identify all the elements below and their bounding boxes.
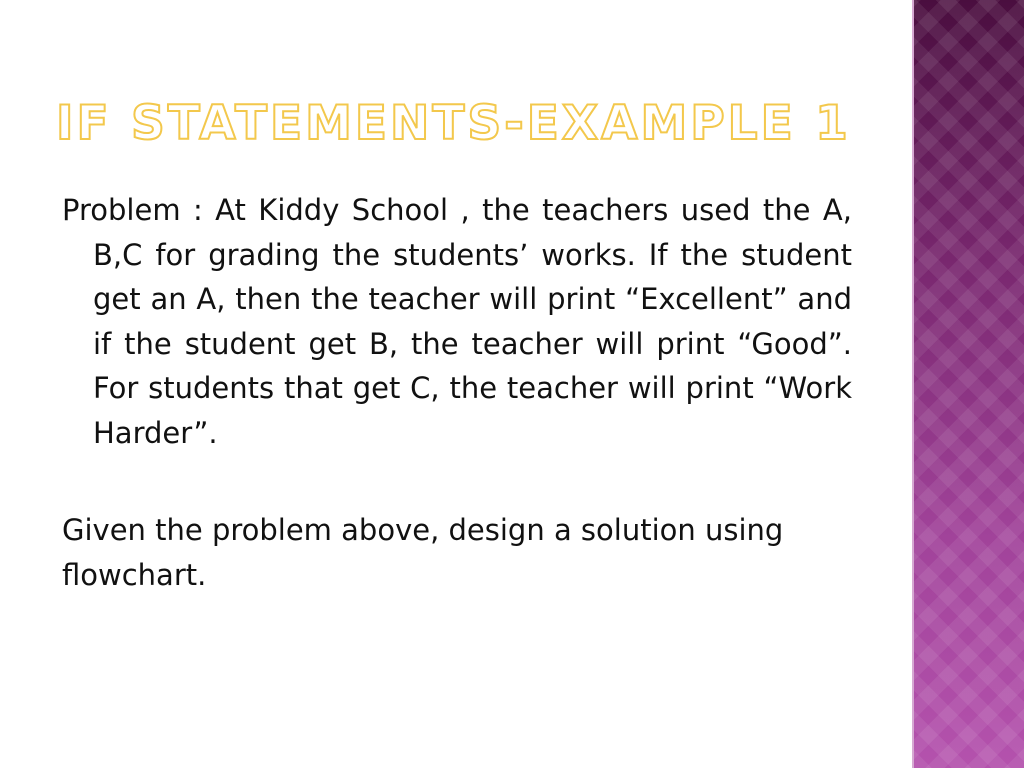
slide-title: IF STATEMENTS-EXAMPLE 1 (56, 96, 851, 151)
decorative-side-band (912, 0, 1024, 768)
slide-body (62, 188, 852, 597)
side-band-edge (912, 0, 914, 768)
problem-paragraph: Problem : At Kiddy School , the teachers used the A, B,C for grading the students’ works. If the student get an A, then the teacher will print “Excellent” and if the student get B, the teacher will print “Good”. For students that get C, the teacher will print “Work Harder”. (62, 193, 852, 450)
task-paragraph: Given the problem above, design a solution using flowchart. (62, 513, 784, 592)
